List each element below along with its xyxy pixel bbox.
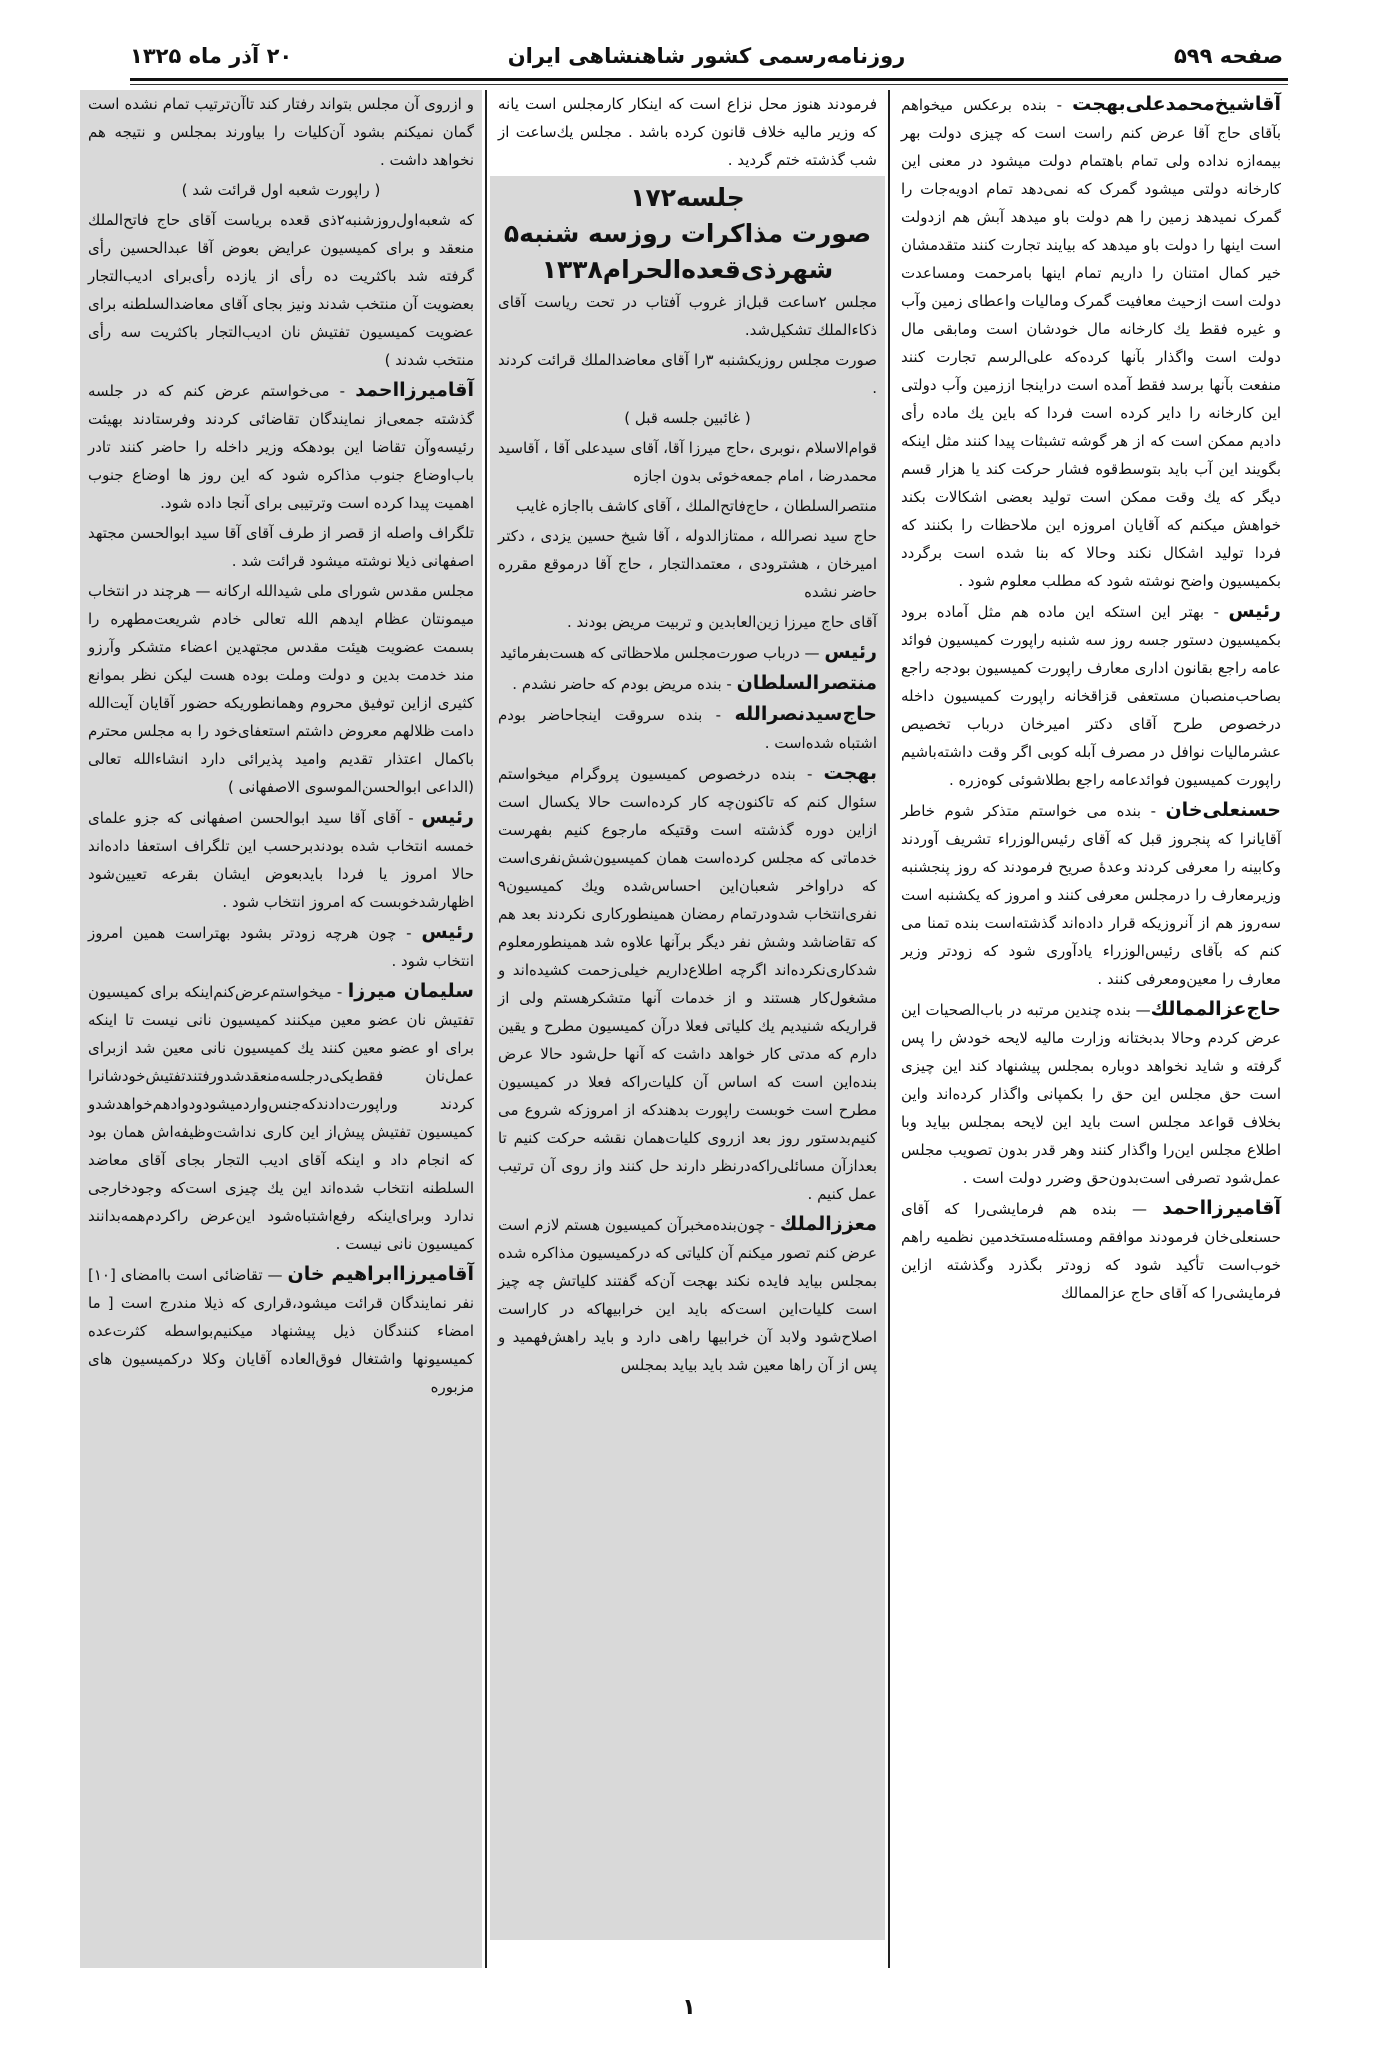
speech-paragraph xyxy=(901,1194,1281,1307)
speaker-name: حسنعلی‌خان xyxy=(1165,799,1281,821)
speaker-name: رئیس xyxy=(824,641,877,663)
speech-paragraph xyxy=(498,700,877,757)
speech-text: — بنده چندین مرتبه در باب‌الصحیات این عرض کردم وحالا بدبختانه وزارت مالیه لایحه خودش را پس گرفته و شاید نخواهد دوباره بمجلس پیشنهاد کند این چیزی است حق مجلس این حق را بکمپانی واگذار کرده‌اند واین بخلاف قواعد مجلس است باید این لایحه بمجلس بیاید وبا اطلاع مجلس این‌را واگذار کنند وهر قدر بدون تصویب مجلس عمل‌شود تصرفی است‌بدون‌حق وضرر دولت است . xyxy=(901,1001,1281,1187)
speech-text: - بنده درخصوص کمیسیون پروگرام میخواستم سئوال کنم که تاکنون‌چه کار کرده‌است حالا یکسال است ازاین دوره گذشته است وقتیکه مارجوع کنیم بفهرست خدماتی که مجلس کرده‌است همان کمیسیون‌شش‌نفری‌است که دراواخر شعبان‌این احساس‌شده ویك کمیسیون۹ نفری‌انتخاب شدودرتمام رمضان همینطور‌کاری نکردند بعد هم که تقاضاشد وشش نفر دیگر برآنها علاوه شد همینطورمعلوم شدکاری‌نکرده‌اند اگرچه اطلاع‌داریم خیلی‌زحمت کشیده‌اند و مشغول‌کار هستند و از خدمات آنها متشکرهستم ولی از قراریکه شنیدیم یك کلیاتی فعلا درآن کمیسیون مطرح و یقین دارم که مدتی کار خواهد داشت که آنها حل‌شود حالا عرض بنده‌این است که اساس آن کلیات‌راکه فعلا در کمیسیون مطرح است خوبست راپورت بدهندکه از امروزکه شروع می کنیم‌بدستور روز بعد ازروی کلیات‌همان نقشه حرکت کنیم تا بعدازآن مسائلی‌راکه‌درنظر دارند حل کنند واز روی آن ترتیب عمل کنیم . xyxy=(498,765,877,1203)
speech-paragraph xyxy=(901,796,1281,993)
speech-text: — درباب صورت‌مجلس ملاحظاتی که هست‌بفرمائید xyxy=(500,644,825,662)
speech-paragraph xyxy=(498,669,877,698)
newspaper-title: روزنامه‌رسمی کشور شاهنشاهی ایران xyxy=(507,44,906,68)
speech-text: مجلس ۲ساعت قبل‌از غروب آفتاب در تحت ریاست آقای ذکاءالملك تشکیل‌شد. xyxy=(498,293,877,339)
paragraph xyxy=(88,176,474,204)
speaker-name: بهجت xyxy=(823,762,877,784)
speech-paragraph xyxy=(901,995,1281,1192)
speech-text: ( غائبین جلسه قبل ) xyxy=(624,409,751,427)
page-header xyxy=(130,44,1283,76)
page-number-label: صفحه ۵۹۹ xyxy=(1173,44,1283,68)
speech-paragraph xyxy=(88,977,474,1258)
speaker-name: حاج‌سیدنصرالله xyxy=(734,703,877,725)
paragraph xyxy=(498,346,877,402)
speech-text: آقای حاج میرزا زین‌العابدین و تربیت مریض بودند . xyxy=(567,613,877,631)
speech-text: مجلس مقدس شورای ملی شیدالله ارکانه — هرچند در انتخاب میمونتان عظام ایدهم الله تعالی خادم شریعت‌مطهره را بسمت عضویت هیئت مقدس مجتهدین اعضاء متشکر وآرزو مند خدمت بدین و دولت وملت بوده هست لیکن نظر بموانع کثیری ازاین توفیق محروم وهمانطوریکه حضور آقایان آیت‌الله دامت ظلالهم معروض داشتم استعفای‌خود را به مجلس محترم باکمال اعتذار تقدیم وامید پذیرائی دارد انشاءالله تعالی (الداعی ابوالحسن‌الموسوی الاصفهانی ) xyxy=(88,582,474,796)
speech-paragraph xyxy=(88,803,474,916)
speech-text: - بهتر این استکه این ماده هم مثل آماده برود بکمیسیون دستور جسه روز سه شنبه راپورت کمیسیون فوائد عامه راجع بقانون اداری معارف راپورت کمیسیون بودجه راجع بصاحب‌منصبان مستعفی قزاقخانه راپورت کمیسیون داخله درخصوص طرح آقای دکتر امیرخان درباب تخصیص عشرمالیات نوافل در مصرف آبله کوبی اگر وقت داشته‌باشیم راپورت کمیسیون فوائدعامه راجع بطلاشوئی کوه‌زره . xyxy=(901,603,1281,789)
column-middle xyxy=(490,90,885,1940)
speech-text: — تقاضائی است باامضای [۱۰] نفر نمایندگان قرائت میشود،قراری که ذیلا مندرج است [ ما امضاء کنندگان ذیل پیشنهاد میکنیم‌بواسطه کثرت‌عده کمیسیونها واشتغال فوق‌العاده آقایان وکلا درکمیسیون های مزبوره xyxy=(88,1266,474,1396)
speech-text: - بنده برعکس میخواهم بآقای حاج آقا عرض کنم راست است که چیزی دولت بهر بیمه‌ازه نداده ولی تمام باهتمام دولت میشود در معنی این کارخانه دولتی میشود گمرک که نمی‌دهد تمام ادویه‌جات را گمرک نمیدهد زمین را هم دولت باو میدهد آبش هم ازدولت است اینها را دولت باو میدهد که بیایند تجارت کنند متقدمشان خیر کمال امتنان را داریم تمام اینها بامرحمت ومساعدت دولت است ازحیث معافیت گمرک ومالیات واعطای زمین وآب و غیره فقط یك کارخانه مال خودشان است ومابقی مال دولت است واگذار بآنها کرده‌که علی‌الرسم تجارت کنند منفعت بآنها برسد فقط آمده است دراینجا اززمین وآب دولتی این کارخانه را دایر کرده است فردا که باین یك ماده رأی دادیم ممکن است که از هر گوشه تشبثات پیدا کنند مثل اینکه بگویند این آب باید بتوسط‌قوه فشار حرکت کند یا هزار قسم دیگر که یك وقت ممکن است تولید بعضی اشکالات بکند خواهش میکنم که آقایان امروزه این ملاحظات را بکنند که فردا تولید اشکال نکند وحالا که بنا شده است برگردد بکمیسیون واضح نوشته شود که مطلب معلوم شود . xyxy=(901,96,1281,590)
speaker-name: رئیس xyxy=(421,921,474,943)
session-number: جلسه۱۷۲ xyxy=(630,183,745,212)
speech-paragraph xyxy=(88,918,474,975)
previous-session-ending xyxy=(490,90,885,174)
paragraph xyxy=(498,608,877,636)
speaker-name: آقامیرزااحمد xyxy=(1162,1197,1281,1219)
speech-paragraph xyxy=(88,376,474,517)
speech-paragraph xyxy=(88,1260,474,1401)
speaker-name: آقاشیخ‌محمدعلی‌بهجت xyxy=(1072,93,1281,115)
speech-text: قوام‌الاسلام ،نوبری ،حاج میرزا آقا، آقای سیدعلی آقا ، آقاسید محمدرضا ، امام جمعه‌خوئی بدون اجازه xyxy=(498,439,877,485)
speech-text: و ازروی آن مجلس بتواند رفتار کند تاآن‌ترتیب تمام نشده است گمان نمیکنم بشود آن‌کلیات را بیاورند بمجلس و نتیجه هم نخواهد داشت . xyxy=(88,95,474,169)
session-title: صورت مذاکرات روزسه شنبه۵ xyxy=(503,219,872,248)
page-footer-number: ۱ xyxy=(682,1995,696,2020)
paragraph xyxy=(88,577,474,801)
speaker-name: رئیس xyxy=(421,806,474,828)
speaker-name: منتصرالسلطان xyxy=(736,672,877,694)
speech-text: - چون‌بنده‌مخبرآن کمیسیون هستم لازم است عرض کنم تصور میکنم آن کلیاتی که درکمیسیون مذاکره شده بمجلس بیاید فایده نکند بهجت آن‌که گفتند کلیاتش چه چیز است کلیات‌این است‌که باید این خرابیهاکه در کاراست اصلاح‌شود ولابد آن خرابیها راهی دارد و باید راهش‌فهمید و پس از آن راها معین شد باید بیاید بمجلس xyxy=(498,1216,877,1374)
speech-paragraph xyxy=(498,638,877,667)
paragraph xyxy=(498,522,877,606)
speech-text: ( راپورت شعبه اول قرائت شد ) xyxy=(181,181,381,199)
speech-text: منتصرالسلطان ، حاج‌فاتح‌الملك ، آقای کاشف بااجازه غایب xyxy=(515,497,877,515)
paragraph xyxy=(498,434,877,490)
column-divider xyxy=(888,90,890,1968)
column-divider xyxy=(485,90,487,1968)
speaker-name: آقامیرزااحمد xyxy=(355,379,474,401)
session-minutes xyxy=(490,176,885,1940)
speech-text: - چون هرچه زودتر بشود بهتراست همین امروز انتخاب شود . xyxy=(88,924,474,970)
speaker-name: رئیس xyxy=(1228,600,1281,622)
paragraph xyxy=(88,206,474,374)
speech-text: - بنده مریض بودم که حاضر نشدم . xyxy=(512,675,737,693)
speech-text: صورت مجلس روزیکشنبه ۳را آقای معاضد‌الملك قرائت کردند . xyxy=(498,351,877,397)
speech-text: - آقای آقا سید ابوالحسن اصفهانی که جزو علمای خمسه انتخاب شده بودندبرحسب این تلگراف استعفا داده‌اند حالا امروز یا فردا بایدبعوض ایشان بقرعه تعیین‌شود اظهارشد‌خوبست که امروز انتخاب شود . xyxy=(88,809,474,911)
header-rule-thin xyxy=(130,84,1288,85)
speech-text: که شعبه‌اول‌روزشنبه۲ذی قعده بریاست آقای حاج فاتح‌الملك منعقد و برای کمیسیون عرایض بعوض آقا عبدالحسین رأی گرفته شد باکثریت ده رأی از یازده رأی‌برای ادیب‌التجار بعضویت آن منتخب شدند ونیز بجای آقای معاضدالسلطنه برای عضویت کمیسیون تفتیش نان ادیب‌التجار باکثریت سه رأی منتخب شدند ) xyxy=(88,211,474,369)
speech-paragraph xyxy=(498,759,877,1208)
speech-text: حاج سید نصرالله ، ممتازالدوله ، آقا شیخ حسین یزدی ، دکتر امیرخان ، هشترودی ، معتمد‌التجار ، حاج آقا درموقع مقرره حاضر نشده xyxy=(498,527,877,601)
paragraph xyxy=(88,90,474,174)
speech-text: - میخواستم‌عرض‌کنم‌اینکه برای کمیسیون تفتیش نان عضو معین میکنند کمیسیون نانی نیست تا اینکه برای او عضو معین کنند یك کمیسیون نانی معین شد ازبرای عمل‌نان فقط‌یکی‌درجلسه‌منعقدشدورفتندتفتیش‌خودشانرا کردند وراپورت‌دادند‌که‌جنس‌واردمیشودودوادهم‌خواهدشدو کمیسیون تفتیش پیش‌از این کاری نداشت‌وظیفه‌اش همان بود که انجام داد و اینکه آقای ادیب التجار بجای آقای معاضد السلطنه انتخاب شده‌اند این یك چیزی است‌که وجودخارجی ندارد وبرای‌اینکه رفع‌اشتباه‌شود این‌عرض راکردم‌همه‌بدانند کمیسیون نانی نیست . xyxy=(88,983,474,1253)
issue-date: ۲۰ آذر ماه ۱۳۲۵ xyxy=(130,44,293,68)
speech-paragraph xyxy=(901,90,1281,595)
column-left xyxy=(80,90,482,1968)
speech-text: تلگراف واصله از قصر از طرف آقای آقا سید ابوالحسن مجتهد اصفهانی ذیلا نوشته میشود قرائت شد . xyxy=(88,524,474,570)
speech-text: — بنده هم فرمایشی‌را که آقای حسنعلی‌خان فرمودند موافقم ومسئله‌مستخدمین نظمیه راهم خوب‌است تأکید شود که زودتر بگذرد وگذشته ازاین فرمایشی‌را که آقای حاج عزالممالك xyxy=(901,1200,1281,1302)
speech-text: - بنده سروقت اینجاحاضر بودم اشتباه شده‌است . xyxy=(498,706,877,752)
speech-text: - می‌خواستم عرض کنم که در جلسه گذشته جمعی‌از نمایندگان تقاضائی کردند وفرستادند بهیئت رئیسه‌وآن تقاضا این بودهکه وزیر داخله را حاضر کنند تادر باب‌اوضاع جنوب مذاکره شود که این روز ها اوضاع جنوب اهمیت پیدا کرده است وترتیبی برای آنجا داده شود. xyxy=(88,382,474,512)
speech-paragraph xyxy=(498,1210,877,1379)
speaker-name: حاج‌عزالممالك xyxy=(1150,998,1281,1020)
speaker-name: سلیمان میرزا xyxy=(347,980,474,1002)
speech-text: - بنده می خواستم متذکر شوم خاطر آقایانرا که پنجروز قبل که آقای رئیس‌الوزراء تشریف آوردند وکابینه را معرفی کردند وعدهٔ صریح فرمودند که روز پنجشنبه وزیرمعارف را درمجلس معرفی کنند و امروز که یکشنبه است سه‌روز هم از آنروزیکه قرار داده‌اند گذشته‌است بنده تمنا می کنم که بآقای رئیس‌الوزراء یادآوری شود که زودتر وزیر معارف را معین‌ومعرفی کنند . xyxy=(901,802,1281,988)
column-right xyxy=(895,90,1287,1309)
session-heading xyxy=(498,180,877,288)
paragraph xyxy=(498,492,877,520)
paragraph xyxy=(498,404,877,432)
paragraph xyxy=(498,288,877,344)
header-rule xyxy=(130,78,1288,81)
paragraph: فرمودند هنوز محل نزاع است که اینکار کارمجلس است یانه که وزیر مالیه خلاف قانون کرده باشد . مجلس یك‌ساعت از شب گذشته ختم گردید . xyxy=(498,95,877,169)
paragraph xyxy=(88,519,474,575)
speaker-name: آقامیرزاابراهیم خان xyxy=(287,1263,474,1285)
speaker-name: معززالملك xyxy=(779,1213,877,1235)
session-date: شهرذی‌قعده‌الحرام۱۳۳۸ xyxy=(541,255,834,284)
speech-paragraph xyxy=(901,597,1281,794)
